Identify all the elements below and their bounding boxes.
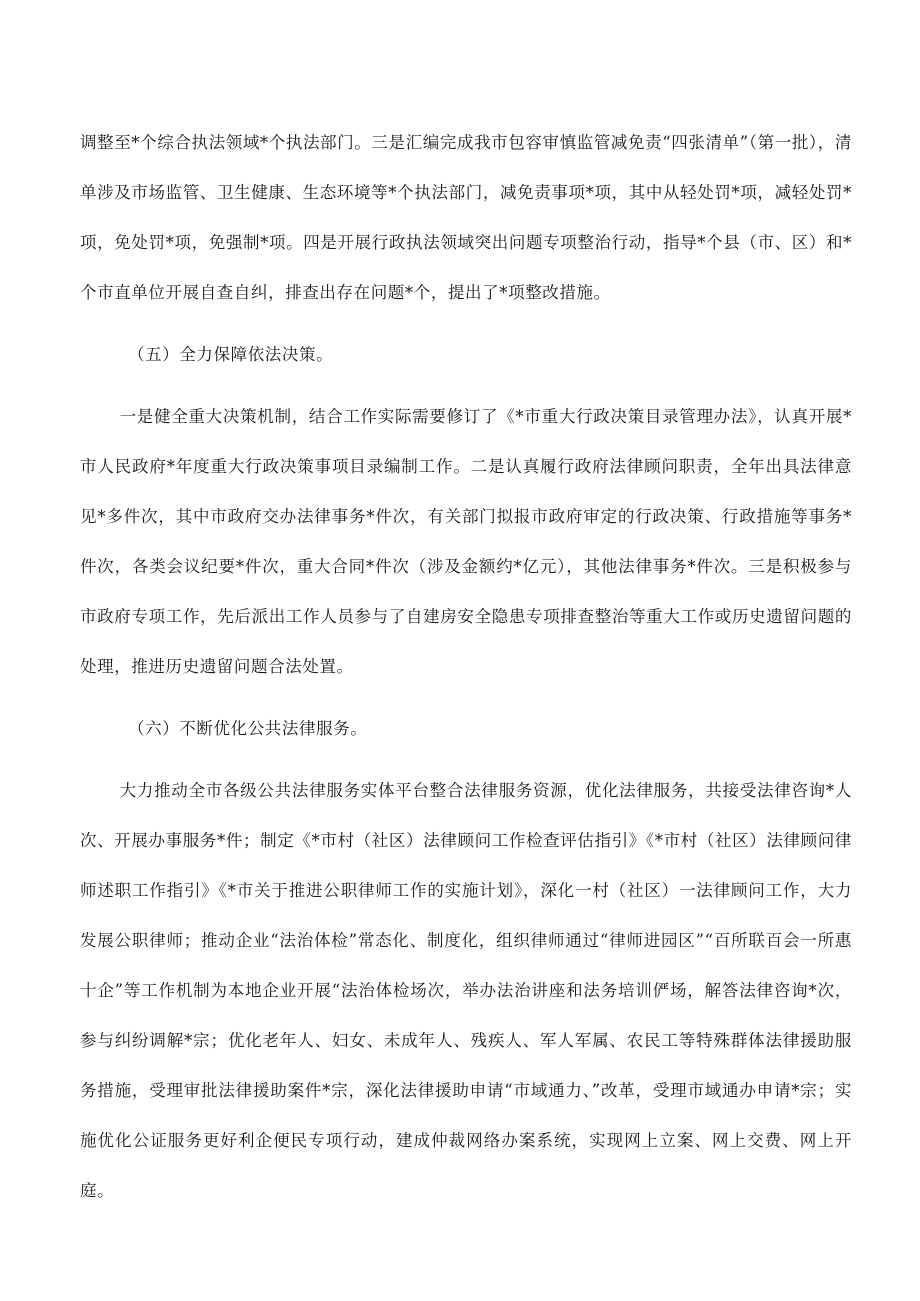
spacer [80, 380, 852, 392]
spacer [80, 754, 852, 766]
document-page [80, 118, 852, 1216]
section-heading-6: （六）不断优化公共法律服务。 [128, 719, 368, 738]
paragraph-legal-services: 大力推动全市各级公共法律服务实体平台整合法律服务资源，优化法律服务，共接受法律咨询*人次、开展办事服务*件；制定《*市村（社区）法律顾问工作检查评估指引》《*市村（社区）法律顾问律师述职工作指引》《*市关于推进公职律师工作的实施计划》，深化一村（社区）一法律顾问工作，大力发展公职律师；推动企业“法治体检”常态化、制度化，组织律师通过“律师进园区”“百所联百会一所惠十企”等工作机制为本地企业开展“法治体检场次，举办法治讲座和法务培训俨场，解答法律咨询*次，参与纠纷调解*宗；优化老年人、妇女、未成年人、残疾人、军人军属、农民工等特殊群体法律援助服务措施，受理审批法律援助案件*宗，深化法律援助申请“市域通力、”改革，受理市域通办申请*宗；实施优化公证服务更好利企便民专项行动，建成仲裁网络办案系统，实现网上立案、网上交费、网上开庭。 [80, 781, 852, 1200]
spacer [80, 692, 852, 704]
spacer [80, 318, 852, 330]
section-heading-5: （五）全力保障依法决策。 [128, 345, 334, 364]
paragraph-law-enforcement: 调整至*个综合执法领域*个执法部门。三是汇编完成我市包容审慎监管减免责“四张清单”（第一批），清单涉及市场监管、卫生健康、生态环境等*个执法部门，减免责事项*项，其中从轻处罚*项，减轻处罚*项，免处罚*项，免强制*项。四是开展行政执法领域突出问题专项整治行动，指导*个县（市、区）和*个市直单位开展自查自纠，排查出存在问题*个，提出了*项整改措施。 [80, 133, 852, 302]
paragraph-decision-making: 一是健全重大决策机制，结合工作实际需要修订了《*市重大行政决策目录管理办法》，认真开展*市人民政府*年度重大行政决策事项目录编制工作。二是认真履行政府法律顾问职责，全年出具法律意见*多件次，其中市政府交办法律事务*件次，有关部门拟报市政府审定的行政决策、行政措施等事务*件次，各类会议纪要*件次，重大合同*件次（涉及金额约*亿元），其他法律事务*件次。三是积极参与市政府专项工作，先后派出工作人员参与了自建房安全隐患专项排查整治等重大工作或历史遗留问题的处理，推进历史遗留问题合法处置。 [80, 407, 852, 676]
